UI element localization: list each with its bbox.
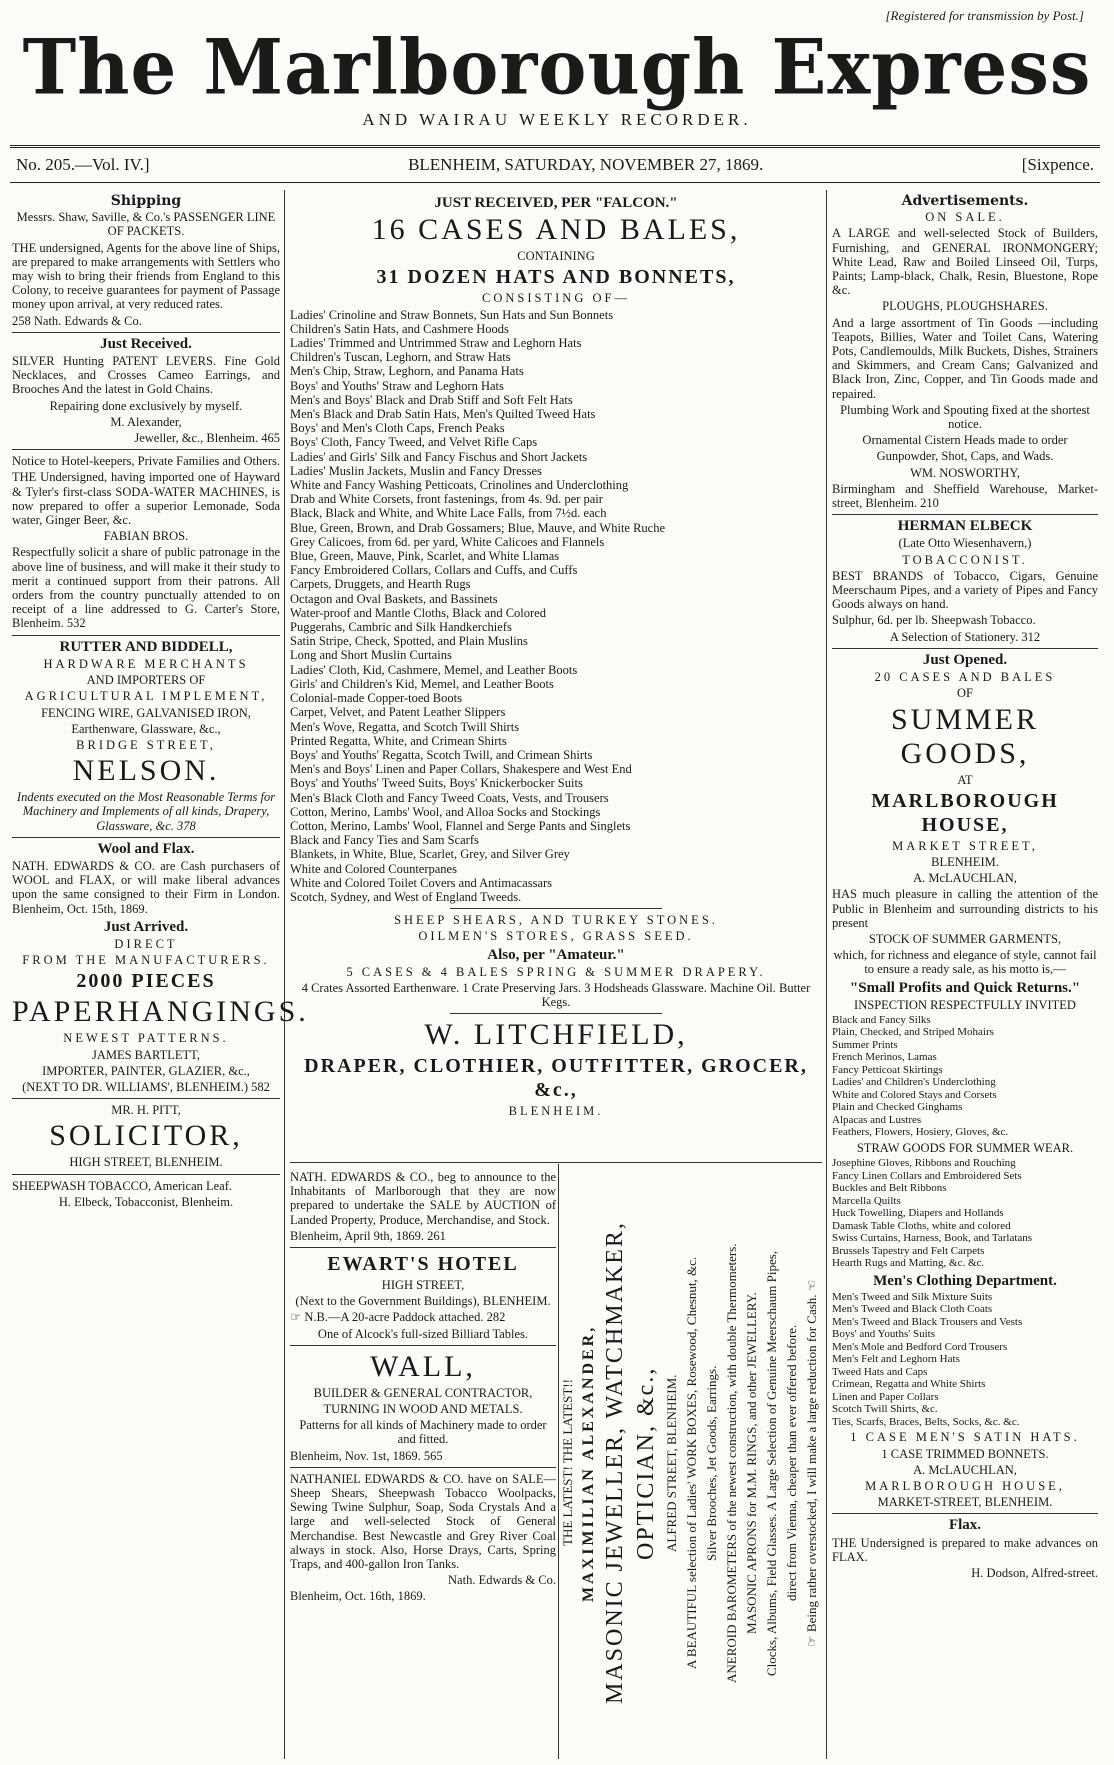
ad-text: THE Undersigned, having imported one of Hayward & Tyler's first-class SODA-WATER MACHINES, is now prepared to offer a superior Lemonade, Soda water, Ginger Beer, &c. [12, 470, 280, 528]
list-item: Ladies' and Children's Underclothing [832, 1076, 996, 1089]
newspaper-subtitle: AND WAIRAU WEEKLY RECORDER. [362, 110, 752, 129]
issue-date: BLENHEIM, SATURDAY, NOVEMBER 27, 1869. [408, 155, 764, 174]
ad-heading: JUST RECEIVED, PER "FALCON." [434, 195, 678, 211]
divider [12, 837, 280, 838]
list-item: White and Colored Counterpanes [290, 861, 457, 876]
divider [290, 1162, 822, 1163]
ad-text: EWART'S HOTEL [327, 1253, 519, 1276]
ad-text: INSPECTION RESPECTFULLY INVITED [854, 997, 1076, 1012]
list-item: Ladies' Trimmed and Untrimmed Straw and Leghorn Hats [290, 336, 582, 351]
list-item: Plain and Checked Ginghams [832, 1101, 963, 1114]
rotated-line: THE LATEST! THE LATEST!! [560, 1379, 575, 1547]
masthead-bar [10, 145, 1100, 183]
ad-text: Respectfully solicit a share of public patronage in the above line of business, and will make it their study to merit a continued support from their patrons. All orders from the country punctually attended to on receipt of a line addressed to G. Carter's Store, Blenheim. 532 [12, 545, 280, 631]
ad-text: W. LITCHFIELD, [424, 1018, 688, 1052]
rotated-line: ANEROID BAROMETERS of the newest construction, with double Thermometers. [724, 1243, 739, 1683]
rotated-line: A BEAUTIFUL selection of Ladies' WORK BOXES, Rosewood, Chesnut, &c. [684, 1256, 699, 1670]
ad-text: 2000 PIECES [76, 970, 216, 993]
ad-heading: Just Opened. [922, 651, 1008, 668]
ad-text: 258 Nath. Edwards & Co. [12, 313, 142, 328]
column-middle-lower [290, 1168, 556, 1606]
ad-text: One of Alcock's full-sized Billiard Tables. [317, 1326, 529, 1341]
list-item: Printed Regatta, White, and Crimean Shirts [290, 733, 507, 748]
list-item: Children's Tuscan, Leghorn, and Straw Hats [290, 350, 511, 365]
ad-text: CONTAINING [517, 249, 595, 264]
ad-text: SOLICITOR, [49, 1119, 243, 1153]
ad-text: Earthenware, Glassware, &c., [71, 721, 221, 736]
ad-text: TOBACCONIST. [902, 552, 1028, 567]
ad-text: NATH. EDWARDS & CO. are Cash purchasers of WOOL and FLAX, or will make liberal advances upon the same consigned to their Firm in London. Blenheim, Oct. 15th, 1869. [12, 858, 280, 916]
list-item: Ladies' Cloth, Kid, Cashmere, Memel, and Leather Boots [290, 662, 578, 677]
ad-text: PAPERHANGINGS. [12, 995, 309, 1029]
column-divider [826, 190, 827, 1759]
issue-price: [Sixpence. [1021, 155, 1094, 174]
ad-text: BUILDER & GENERAL CONTRACTOR, [313, 1385, 533, 1400]
ad-text: WALL, [370, 1349, 476, 1383]
divider [12, 1174, 280, 1175]
ad-text: MARLBOROUGH HOUSE, [865, 1478, 1065, 1493]
list-item: Men's and Boys' Linen and Paper Collars, Shakespere and West End [290, 762, 632, 777]
list-item: Tweed Hats and Caps [832, 1365, 928, 1378]
ad-text: H. Dodson, Alfred-street. [971, 1565, 1098, 1580]
ad-text: FROM THE MANUFACTURERS. [22, 953, 270, 968]
list-item: Crimean, Regatta and White Shirts [832, 1378, 986, 1391]
item-list [832, 1157, 1098, 1270]
list-item: Cotton, Merino, Lambs' Wool, Flannel and Serge Pants and Singlets [290, 818, 631, 833]
list-item: Fancy Embroidered Collars, Collars and Cuffs, and Cuffs [290, 563, 578, 578]
ad-text: Ornamental Cistern Heads made to order [862, 433, 1068, 448]
ad-text: Nath. Edwards & Co. [448, 1573, 556, 1588]
list-item: Ties, Scarfs, Braces, Belts, Socks, &c. &c. [832, 1415, 1020, 1428]
divider [12, 449, 280, 450]
ad-text: SILVER Hunting PATENT LEVERS. Fine Gold Necklaces, and Crosses Cameo Earrings, and Brooches And the latest in Gold Chains. [12, 354, 280, 397]
rotated-advertisement [560, 1168, 822, 1758]
list-item: Linen and Paper Collars [832, 1390, 939, 1403]
rotated-line: MASONIC JEWELLER, WATCHMAKER, [602, 1221, 628, 1705]
ad-heading: Wool and Flax. [97, 840, 195, 857]
ad-text: Messrs. Shaw, Saville, & Co.'s PASSENGER LINE OF PACKETS. [16, 210, 276, 239]
list-item: White and Fancy Washing Petticoats, Crinolines and Underclothing [290, 478, 629, 493]
ad-text: Repairing done exclusively by myself. [49, 398, 243, 413]
ad-text: NELSON. [72, 754, 220, 788]
rotated-line: ALFRED STREET, BLENHEIM. [664, 1374, 679, 1552]
ad-text: OF [957, 686, 973, 701]
ad-text: STOCK OF SUMMER GARMENTS, [868, 931, 1062, 946]
ad-text: MARKET-STREET, BLENHEIM. [877, 1495, 1053, 1510]
list-item: Alpacas and Lustres [832, 1113, 922, 1126]
ad-text: 1 CASE TRIMMED BONNETS. [881, 1446, 1049, 1461]
list-item: Men's Mole and Bedford Cord Trousers [832, 1340, 1008, 1353]
list-item: Carpet, Velvet, and Patent Leather Slippers [290, 705, 506, 720]
list-item: Summer Prints [832, 1038, 898, 1051]
registration-note: [Registered for transmission by Post.] [885, 8, 1084, 23]
ad-text: DRAPER, CLOTHIER, OUTFITTER, GROCER, &c., [304, 1055, 808, 1102]
list-item: Plain, Checked, and Striped Mohairs [832, 1026, 994, 1039]
ad-text: HARDWARE MERCHANTS [43, 656, 249, 671]
ad-text: DIRECT [114, 936, 178, 951]
list-item: White and Colored Toilet Covers and Antimacassars [290, 875, 553, 890]
list-item: Colonial-made Copper-toed Boots [290, 691, 462, 706]
ad-text: WM. NOSWORTHY, [910, 465, 1020, 480]
ad-text: PLOUGHS, PLOUGHSHARES. [882, 299, 1048, 314]
list-item: Water-proof and Mantle Cloths, Black and Colored [290, 605, 546, 620]
list-item: Blankets, in White, Blue, Scarlet, Grey, and Silver Grey [290, 847, 570, 862]
rotated-line: MAXIMILIAN ALEXANDER, [580, 1324, 597, 1602]
list-item: Josephine Gloves, Ribbons and Rouching [832, 1157, 1016, 1170]
list-item: Long and Short Muslin Curtains [290, 648, 452, 663]
ad-text: STRAW GOODS FOR SUMMER WEAR. [856, 1140, 1074, 1155]
issue-number: No. 205.—Vol. IV.] [16, 155, 150, 174]
ad-text: MARLBOROUGH HOUSE, [871, 789, 1059, 836]
ad-text: HIGH STREET, BLENHEIM. [69, 1155, 223, 1170]
ad-text: SHEEPWASH TOBACCO, American Leaf. [12, 1178, 233, 1193]
ad-text: Notice to Hotel-keepers, Private Families and Others. [12, 454, 280, 469]
newspaper-title: The Marlborough Express [22, 21, 1092, 112]
list-item: Ladies' Muslin Jackets, Muslin and Fancy Dresses [290, 463, 542, 478]
rotated-line: MASONIC APRONS for M.M. RINGS, and other JEWELLERY. [744, 1292, 759, 1634]
ad-text: HAS much pleasure in calling the attention of the Public in Blenheim and surrounding districts to his present [832, 887, 1098, 930]
list-item: Huck Towelling, Diapers and Hollands [832, 1207, 1004, 1220]
ad-text: M. Alexander, [110, 414, 182, 429]
column-middle [290, 192, 822, 1121]
divider [12, 332, 280, 333]
list-item: Men's Tweed and Silk Mixture Suits [832, 1290, 993, 1303]
list-item: Blue, Green, Brown, and Drab Gossamers; Blue, Mauve, and White Ruche [290, 520, 666, 535]
ad-text: Gunpowder, Shot, Caps, and Wads. [876, 449, 1054, 464]
ad-text: FABIAN BROS. [103, 529, 189, 544]
ad-heading: Just Received. [100, 335, 192, 352]
item-list [290, 308, 822, 905]
item-list [832, 1014, 1098, 1139]
rotated-line: direct from Vienna, cheaper than ever offered before. [784, 1324, 799, 1602]
ad-text: A. McLAUCHLAN, [913, 871, 1017, 886]
ad-heading: Just Arrived. [103, 918, 189, 935]
ad-text: Sulphur, 6d. per lb. Sheepwash Tobacco. [832, 613, 1036, 628]
ad-text: Blenheim, Oct. 16th, 1869. [290, 1589, 426, 1604]
list-item: Boys' and Men's Cloth Caps, French Peaks [290, 421, 505, 436]
ad-text: ☞ N.B.—A 20-acre Paddock attached. 282 [290, 1310, 506, 1325]
list-item: Ladies' Crinoline and Straw Bonnets, Sun Hats and Sun Bonnets [290, 307, 614, 322]
ad-text: HIGH STREET, [381, 1278, 465, 1293]
divider [832, 514, 1098, 515]
ad-text: FENCING WIRE, GALVANISED IRON, [41, 705, 251, 720]
ad-text: H. Elbeck, Tobacconist, Blenheim. [58, 1194, 234, 1209]
ad-heading: Advertisements. [901, 193, 1029, 209]
list-item: Fancy Petticoat Skirtings [832, 1063, 943, 1076]
list-item: Octagon and Oval Baskets, and Bassinets [290, 591, 498, 606]
list-item: Boys' and Youths' Tweed Suits, Boys' Knickerbocker Suits [290, 776, 583, 791]
ad-text: OILMEN'S STORES, GRASS SEED. [418, 929, 694, 944]
rotated-line: OPTICIAN, &c., [633, 1366, 659, 1560]
ad-text: BEST BRANDS of Tobacco, Cigars, Genuine Meerschaum Pipes, and a variety of Pipes and Fancy Goods always on hand. [832, 568, 1098, 612]
list-item: Scotch Twill Shirts, &c. [832, 1403, 938, 1416]
ad-text: Blenheim, Nov. 1st, 1869. 565 [290, 1448, 443, 1463]
ad-text: MARKET STREET, [892, 838, 1038, 853]
list-item: Black, Black and White, and White Lace Falls, from 7½d. each [290, 506, 607, 521]
ad-heading: Also, per "Amateur." [487, 946, 625, 963]
ad-text: ON SALE. [925, 210, 1005, 225]
list-item: Men's Wove, Regatta, and Scotch Twill Shirts [290, 719, 520, 734]
list-item: Damask Table Cloths, white and colored [832, 1219, 1011, 1232]
divider [290, 1247, 556, 1248]
list-item: Girls' and Children's Kid, Memel, and Leather Boots [290, 676, 554, 691]
divider [290, 1345, 556, 1346]
ad-text: BRIDGE STREET, [76, 737, 216, 752]
ad-heading: HERMAN ELBECK [897, 518, 1033, 535]
list-item: Hearth Rugs and Matting, &c. &c. [832, 1257, 985, 1270]
ad-text: BLENHEIM. [508, 1104, 604, 1119]
list-item: Swiss Curtains, Harness, Book, and Tarlatans [832, 1232, 1033, 1245]
ad-text: IMPORTER, PAINTER, GLAZIER, &c., [42, 1063, 250, 1078]
ad-text: 1 CASE MEN'S SATIN HATS. [850, 1430, 1080, 1445]
ad-text: And a large assortment of Tin Goods —including Teapots, Billies, Water and Toilet Cans, Watering Pots, Candlemoulds, Milk Buckets, Dishes, Strainers and Skimmers, and Cream Cans; Galvanized and Black Iron, Zinc, Copper, and Tin Goods made and repaired. [832, 315, 1098, 401]
list-item: Cotton, Merino, Lambs' Wool, and Alloa Socks and Stockings [290, 804, 601, 819]
list-item: Black and Fancy Ties and Sam Scarfs [290, 833, 479, 848]
ad-text: SUMMER GOODS, [890, 702, 1040, 770]
ad-heading: "Small Profits and Quick Returns." [849, 979, 1081, 996]
ad-text: A. McLAUCHLAN, [913, 1462, 1017, 1477]
list-item: Feathers, Flowers, Hosiery, Gloves, &c. [832, 1126, 1009, 1139]
list-item: Marcella Quilts [832, 1194, 901, 1207]
list-item: Men's and Boys' Black and Drab Stiff and Soft Felt Hats [290, 392, 573, 407]
ad-text: AGRICULTURAL IMPLEMENT, [24, 689, 268, 704]
ad-text: NATHANIEL EDWARDS & CO. have on SALE— Sheep Shears, Sheepwash Tobacco Woolpacks, Sewing Twine Sulphur, Soap, Soda Crystals And a large and well-selected Stock of General Merchandise. Best Newcastle and Grey River Coal always in stock. Also, Horse Drays, Carts, Spring Traps, and 400-gallon Iron Tanks. [290, 1471, 556, 1572]
list-item: Buckles and Belt Ribbons [832, 1182, 947, 1195]
divider [12, 635, 280, 636]
ad-text: THE Undersigned is prepared to make advances on FLAX. [832, 1535, 1098, 1564]
ad-text: Patterns for all kinds of Machinery made to order and fitted. [299, 1418, 547, 1447]
ad-text: Indents executed on the Most Reasonable Terms for Machinery and Implements of all kinds, Drapery, Glassware, &c. 378 [16, 790, 276, 833]
list-item: Drab and White Corsets, front fastenings, from 4s. 9d. per pair [290, 492, 603, 507]
list-item: Men's Chip, Straw, Leghorn, and Panama Hats [290, 364, 524, 379]
ad-text: SHEEP SHEARS, AND TURKEY STONES. [394, 913, 718, 928]
list-item: Children's Satin Hats, and Cashmere Hoods [290, 321, 509, 336]
ad-text: AND IMPORTERS OF [86, 673, 206, 688]
ad-text: AT [957, 772, 973, 787]
list-item: Men's Black Cloth and Fancy Tweed Coats, Vests, and Trousers [290, 790, 609, 805]
ad-text: A LARGE and well-selected Stock of Builders, Furnishing, and GENERAL IRONMONGERY; White Lead, Raw and Boiled Linseed Oil, Turps, Paints; Lamp-black, Chalk, Resin, Bluestone, Rope &c. [832, 226, 1098, 298]
list-item: French Merinos, Lamas [832, 1051, 937, 1064]
ad-heading: Shipping [110, 193, 182, 209]
ad-text: 5 CASES & 4 BALES SPRING & SUMMER DRAPERY. [346, 964, 766, 979]
ad-text: MR. H. PITT, [111, 1103, 181, 1118]
ad-text: Blenheim, April 9th, 1869. 261 [290, 1228, 446, 1243]
divider [290, 1467, 556, 1468]
list-item: Satin Stripe, Check, Spotted, and Plain Muslins [290, 634, 528, 649]
list-item: Boys' and Youths' Suits [832, 1328, 935, 1341]
ad-text: which, for richness and elegance of style, cannot fail to ensure a ready sale, as his motto is,— [833, 948, 1097, 977]
ad-text: NEWEST PATTERNS. [63, 1031, 229, 1046]
ad-text: 16 CASES AND BALES, [371, 213, 741, 247]
divider [832, 648, 1098, 649]
list-item: Brussels Tapestry and Felt Carpets [832, 1244, 985, 1257]
list-item: Ladies' and Girls' Silk and Fancy Fischus and Short Jackets [290, 449, 588, 464]
ad-text: (Late Otto Wiesenhavern,) [898, 536, 1032, 551]
list-item: Men's Tweed and Black Trousers and Vests [832, 1315, 1023, 1328]
ad-text: CONSISTING OF— [482, 291, 630, 306]
ad-heading: Men's Clothing Department. [873, 1272, 1057, 1289]
list-item: Blue, Green, Mauve, Pink, Scarlet, and White Llamas [290, 549, 560, 564]
ad-text: THE undersigned, Agents for the above line of Ships, are prepared to make arrangements with Settlers who may wish to bring their friends from England to this Colony, to receive guarantees for payment of Passage money upon arrival, at very reduced rates. [12, 240, 281, 312]
list-item: White and Colored Stays and Corsets [832, 1088, 997, 1101]
rotated-line: Silver Brooches, Jet Goods, Earrings. [704, 1365, 719, 1561]
divider [832, 1513, 1098, 1514]
list-item: Boys' and Youths' Regatta, Scotch Twill, and Crimean Shirts [290, 747, 593, 762]
list-item: Black and Fancy Silks [832, 1013, 931, 1026]
ad-text: A Selection of Stationery. 312 [889, 629, 1041, 644]
ad-text: Plumbing Work and Spouting fixed at the shortest notice. [840, 402, 1090, 432]
list-item: Grey Calicoes, from 6d. per yard, White Calicoes and Flannels [290, 534, 605, 549]
column-divider [284, 190, 285, 1759]
list-item: Scotch, Sydney, and West of England Tweeds. [290, 889, 522, 904]
ad-text: (Next to the Government Buildings), BLENHEIM. [295, 1294, 551, 1309]
divider [12, 1098, 280, 1099]
list-item: Men's Black and Drab Satin Hats, Men's Quilted Tweed Hats [290, 407, 596, 422]
ad-heading: Flax. [948, 1517, 982, 1534]
ad-text: Jeweller, &c., Blenheim. 465 [134, 431, 280, 446]
list-item: Men's Felt and Leghorn Hats [832, 1353, 960, 1366]
divider [450, 1013, 663, 1014]
ad-text: NATH. EDWARDS & CO., beg to announce to the Inhabitants of Marlborough that they are now prepared to undertake the SALE by AUCTION of Landed Property, Produce, Merchandise, and Stock. [290, 1170, 556, 1227]
ad-text: 20 CASES AND BALES [874, 670, 1056, 685]
ad-text: 31 DOZEN HATS AND BONNETS, [376, 266, 736, 289]
ad-text: BLENHEIM. [931, 854, 999, 869]
column-right [832, 192, 1098, 1582]
ad-heading: RUTTER AND BIDDELL, [59, 638, 233, 655]
ad-text: TURNING IN WOOD AND METALS. [323, 1402, 523, 1417]
item-list [832, 1291, 1098, 1429]
ad-text: JAMES BARTLETT, [91, 1047, 201, 1062]
ad-text: Birmingham and Sheffield Warehouse, Market-street, Blenheim. 210 [832, 481, 1098, 511]
rotated-line: Clocks, Albums, Field Glasses. A Large Selection of Genuine Meerschaum Pipes, [764, 1250, 779, 1676]
list-item: Fancy Linen Collars and Embroidered Sets [832, 1169, 1022, 1182]
rotated-line: ☞ Being rather overstocked, I will make a large reduction for Cash. ☜ [804, 1279, 819, 1647]
ad-text: (NEXT TO DR. WILLIAMS', BLENHEIM.) 582 [22, 1079, 270, 1094]
divider [450, 908, 663, 909]
list-item: Puggerahs, Cambric and Silk Handkerchiefs [290, 620, 512, 635]
list-item: Boys' and Youths' Straw and Leghorn Hats [290, 378, 504, 393]
list-item: Boys' Cloth, Fancy Tweed, and Velvet Rifle Caps [290, 435, 538, 450]
list-item: Men's Tweed and Black Cloth Coats [832, 1303, 993, 1316]
column-divider [558, 1164, 559, 1759]
ad-text: 4 Crates Assorted Earthenware. 1 Crate Preserving Jars. 3 Hodsheads Glassware. Machine Oil. Butter Kegs. [301, 980, 811, 1010]
column-left [12, 192, 309, 1211]
list-item: Carpets, Druggets, and Hearth Rugs [290, 577, 471, 592]
